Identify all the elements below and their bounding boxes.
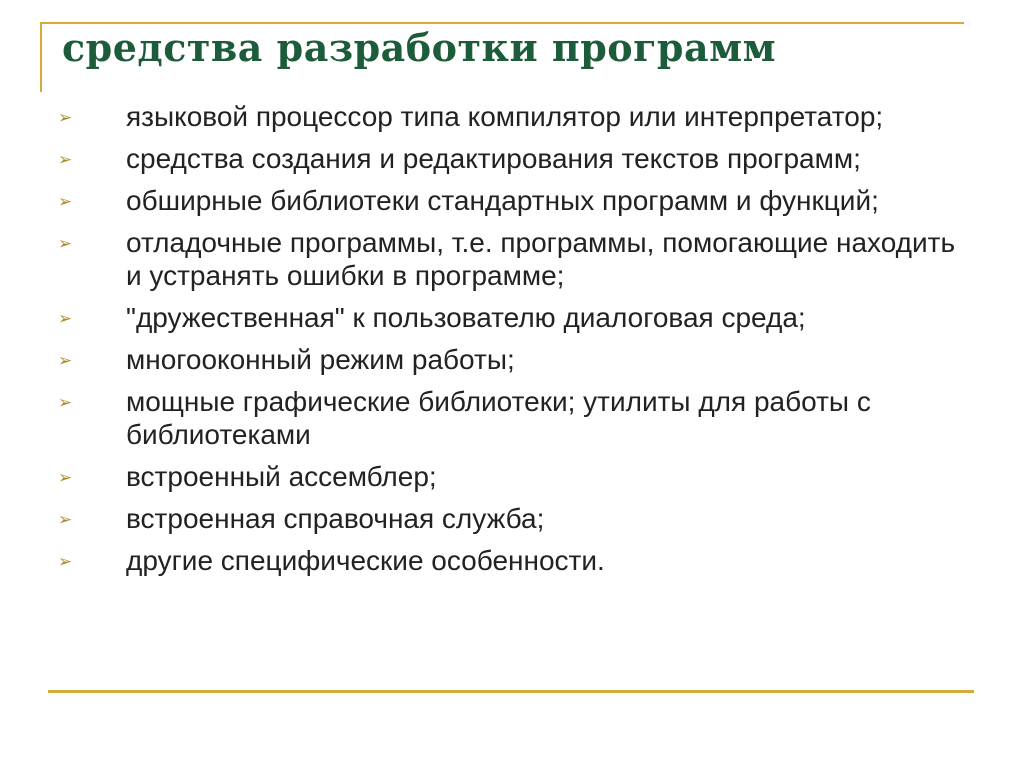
list-item: [58, 343, 978, 376]
list-item-text: обширные библиотеки стандартных программ и функций;: [126, 185, 879, 216]
slide-title: средства разработки программ: [62, 25, 777, 70]
chevron-right-icon: ➢: [58, 192, 73, 212]
chevron-right-icon: ➢: [58, 510, 73, 530]
chevron-right-icon: ➢: [58, 468, 73, 488]
list-item-text: средства создания и редактирования текстов программ;: [126, 143, 861, 174]
chevron-right-icon: ➢: [58, 150, 73, 170]
list-item-text: многооконный режим работы;: [126, 344, 515, 375]
list-item: [58, 301, 978, 334]
chevron-right-icon: ➢: [58, 309, 73, 329]
list-item: [58, 226, 978, 292]
list-item-text: другие специфические особенности.: [126, 545, 605, 576]
chevron-right-icon: ➢: [58, 234, 73, 254]
bottom-accent-rule: [48, 690, 974, 693]
chevron-right-icon: ➢: [58, 393, 73, 413]
chevron-right-icon: ➢: [58, 552, 73, 572]
list-item-text: встроенный ассемблер;: [126, 461, 437, 492]
list-item-text: встроенная справочная служба;: [126, 503, 545, 534]
list-item-text: отладочные программы, т.е. программы, помогающие находить и устранять ошибки в программе;: [126, 227, 956, 291]
list-item: [58, 184, 978, 217]
list-item-text: языковой процессор типа компилятор или интерпретатор;: [126, 101, 884, 132]
list-item: [58, 544, 978, 577]
chevron-right-icon: ➢: [58, 351, 73, 371]
list-item-text: мощные графические библиотеки; утилиты для работы с библиотеками: [126, 386, 871, 450]
left-accent-rule: [40, 22, 42, 92]
bullet-list: [58, 100, 978, 586]
list-item: [58, 502, 978, 535]
chevron-right-icon: ➢: [58, 108, 73, 128]
list-item: [58, 100, 978, 133]
list-item: [58, 460, 978, 493]
list-item: [58, 142, 978, 175]
list-item-text: "дружественная" к пользователю диалоговая среда;: [126, 302, 806, 333]
list-item: [58, 385, 978, 451]
